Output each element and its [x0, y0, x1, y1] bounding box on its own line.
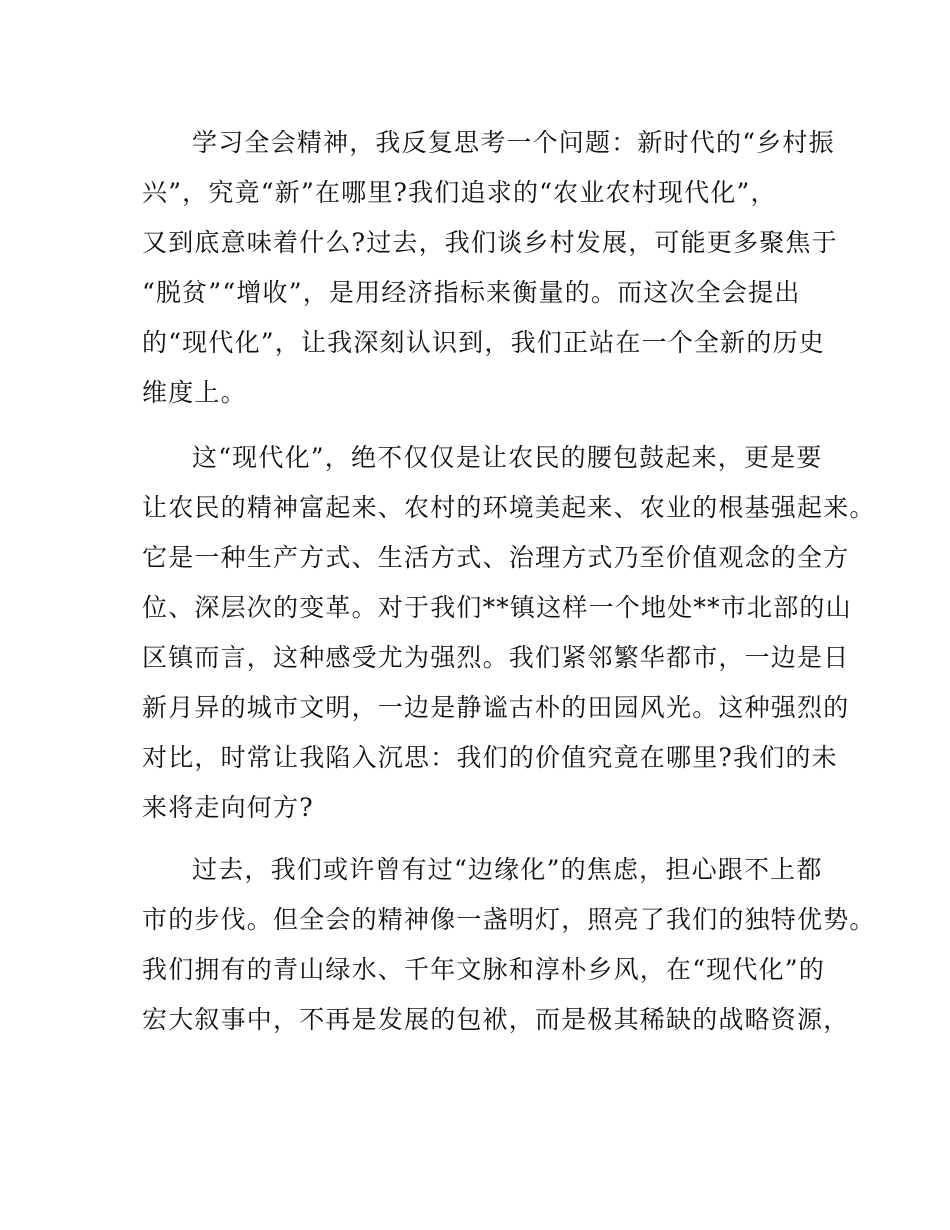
paragraph-line: “脱贫”“增收”，是用经济指标来衡量的。而这次全会提出	[142, 278, 801, 307]
paragraph-line: 位、深层次的变革。对于我们**镇这样一个地处**市北部的山	[142, 593, 852, 622]
paragraph-line: 市的步伐。但全会的精神像一盏明灯，照亮了我们的独特优势。	[142, 905, 876, 934]
paragraph-line: 维度上。	[142, 378, 247, 407]
paragraph-line: 又到底意味着什么?过去，我们谈乡村发展，可能更多聚焦于	[142, 228, 838, 257]
paragraph-line: 区镇而言，这种感受尤为强烈。我们紧邻繁华都市，一边是日	[142, 643, 850, 672]
paragraph-first-line: 过去，我们或许曾有过“边缘化”的焦虑，担心跟不上都	[192, 855, 823, 884]
paragraph-line: 我们拥有的青山绿水、千年文脉和淳朴乡风，在“现代化”的	[142, 955, 825, 984]
paragraph-line: 新月异的城市文明，一边是静谧古朴的田园风光。这种强烈的	[142, 693, 850, 722]
paragraph-first-line: 学习全会精神，我反复思考一个问题：新时代的“乡村振	[192, 128, 835, 157]
paragraph-line: 让农民的精神富起来、农村的环境美起来、农业的根基强起来。	[142, 493, 876, 522]
paragraph-line: 兴”，究竟“新”在哪里?我们追求的“农业农村现代化”，	[142, 178, 777, 207]
paragraph-line: 宏大叙事中，不再是发展的包袱，而是极其稀缺的战略资源，	[142, 1005, 850, 1034]
paragraph-first-line: 这“现代化”，绝不仅仅是让农民的腰包鼓起来，更是要	[192, 443, 823, 472]
paragraph-line: 的“现代化”，让我深刻认识到，我们正站在一个全新的历史	[142, 328, 825, 357]
paragraph-line: 来将走向何方?	[142, 793, 314, 822]
paragraph-line: 对比，时常让我陷入沉思：我们的价值究竟在哪里?我们的未	[142, 743, 838, 772]
paragraph-line: 它是一种生产方式、生活方式、治理方式乃至价值观念的全方	[142, 543, 850, 572]
